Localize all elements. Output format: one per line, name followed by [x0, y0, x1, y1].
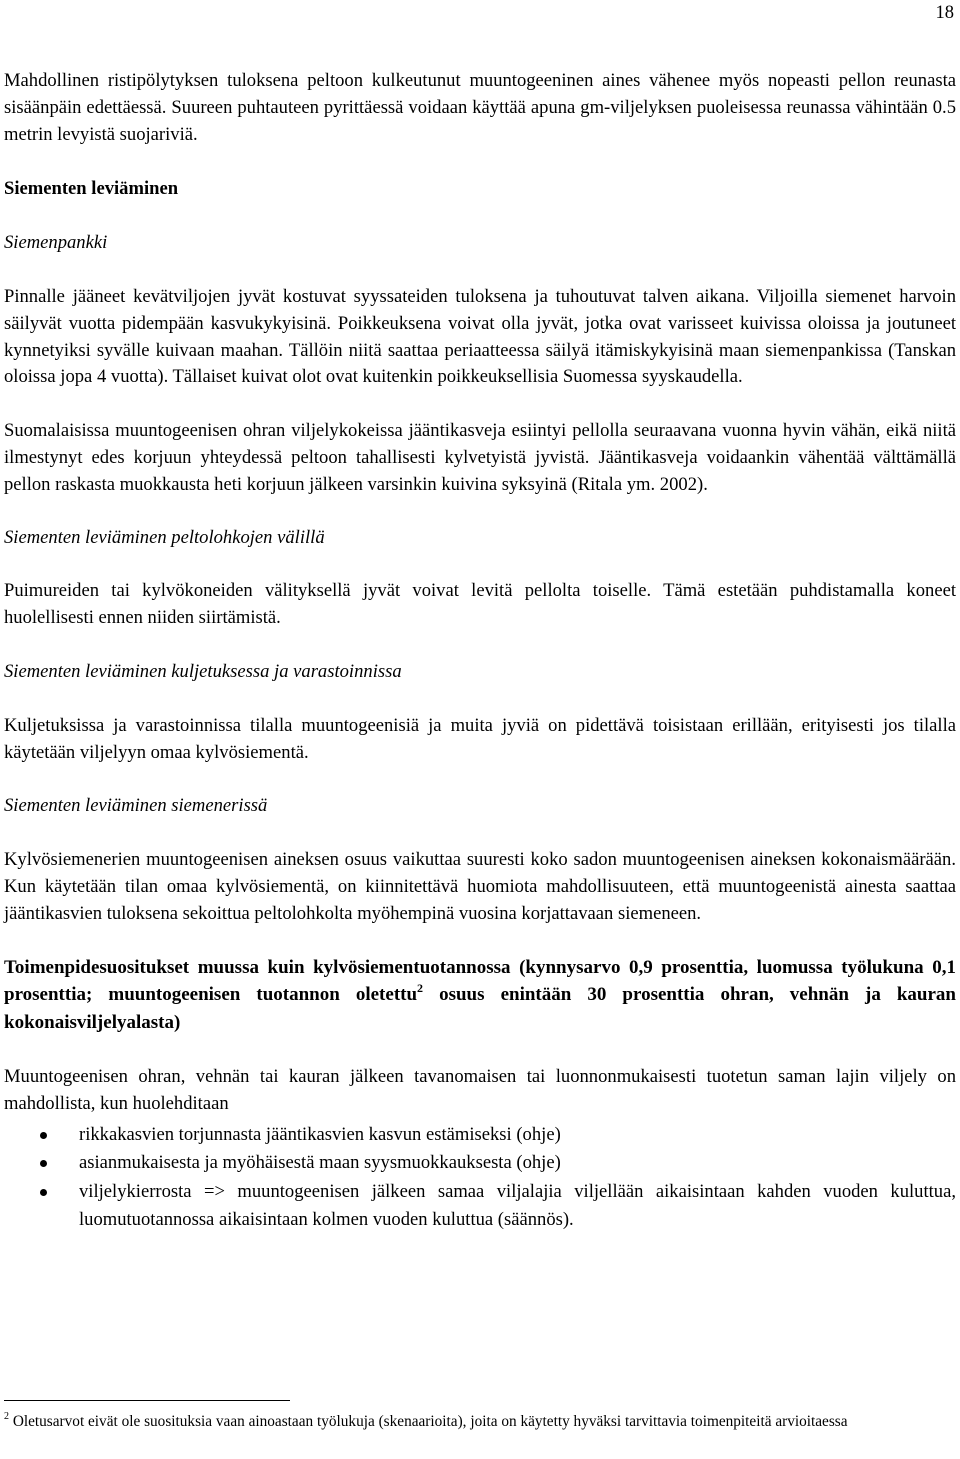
list-item-text: viljelykierrosta => muuntogeenisen jälkeen samaa viljalajia viljellään aikaisintaan kahden vuoden kuluttua, luomutuotannossa aikaisintaan kolmen vuoden kuluttua (säännös). — [79, 1180, 956, 1231]
recommendations-heading — [4, 954, 956, 1037]
bullet-icon — [40, 1160, 47, 1167]
recommendations-paragraph: Muuntogeenisen ohran, vehnän tai kauran jälkeen tavanomaisen tai luonnonmukaisesti tuotetun saman lajin viljely on mahdollista, kun huolehditaan — [4, 1066, 956, 1114]
list-item — [4, 1149, 956, 1178]
footnote-divider — [4, 1400, 290, 1401]
intro-paragraph: Mahdollinen ristipölytyksen tuloksena peltoon kulkeutunut muuntogeeninen aines vähenee myös nopeasti pellon reunasta sisäänpäin edettäessä. Suureen puhtauteen pyrittäessä voidaan käyttää apuna gm-viljelyksen puoleisessa reunassa vähintään 0.5 metrin levyistä suojariviä. — [4, 70, 956, 145]
subheading-between-parcels: Siementen leviäminen peltolohkojen välillä — [4, 526, 325, 548]
subheading-seedbank: Siemenpankki — [4, 232, 108, 254]
section-heading-seed-spread: Siementen leviäminen — [4, 178, 179, 200]
footnote-text: Oletusarvot eivät ole suosituksia vaan ainoastaan työlukuja (skenaarioita), joita on käytetty hyväksi tarvittavia toimenpiteitä arvioitaessa — [9, 1413, 848, 1430]
seedbank-paragraph-1: Pinnalle jääneet kevätviljojen jyvät kostuvat syyssateiden tuloksena ja tuhoutuvat talven aikana. Viljoilla siemenet harvoin säilyvät vuotta pidempään kasvukykyisinä. Poikkeuksena voivat olla jyvät, jotka ovat varisseet kuivissa oloissa ja joutuneet kynnetyiksi syvälle kuivaan maahan. Tällöin niitä saattaa periaatteessa säilyä itämiskykyisinä maan siemenpankissa (Tanskan oloissa jopa 4 vuotta). Tällaiset kuivat olot ovat kuitenkin poikkeuksellisia Suomessa syyskaudella. — [4, 285, 956, 388]
transport-paragraph: Kuljetuksissa ja varastoinnissa tilalla muuntogeenisiä ja muita jyviä on pidettävä toisistaan erillään, erityisesti jos tilalla käytetään viljelyyn omaa kylvösiementä. — [4, 714, 956, 763]
between-parcels-paragraph: Puimureiden tai kylvökoneiden välityksellä jyvät voivat levitä pellolta toiselle. Tämä estetään puhdistamalla koneet huolellisesti ennen niiden siirtämistä. — [4, 580, 956, 629]
seedbank-paragraph-2: Suomalaisissa muuntogeenisen ohran viljelykokeissa jääntikasveja esiintyi pellolla seuraavana vuonna hyvin vähän, eikä niitä ilmestynyt edes korjuun yhteydessä peltoon tahallisesti kylvetyistä jyvistä. Jääntikasveja voidaankin vähentää välttämällä pellon raskasta muokkausta heti korjuun jälkeen varsinkin kuivina syksyinä (Ritala ym. 2002). — [4, 420, 956, 495]
list-item-text: asianmukaisesta ja myöhäisestä maan syysmuokkauksesta (ohje) — [79, 1152, 561, 1174]
list-item — [4, 1178, 956, 1235]
list-item-text: rikkakasvien torjunnasta jääntikasvien kasvun estämiseksi (ohje) — [79, 1123, 561, 1145]
subheading-transport: Siementen leviäminen kuljetuksessa ja varastoinnissa — [4, 660, 402, 682]
recommendations-heading-text-a: Toimenpidesuositukset muussa kuin kylvösiementuotannossa (kynnysarvo 0,9 prosenttia, luomussa työlukuna 0,1 prosenttia; muuntogeenisen tuotannon oletettu — [4, 956, 956, 1006]
bullet-icon — [40, 1189, 47, 1196]
footnote-marker: 2 — [4, 1410, 9, 1422]
recommendations-heading-text-b: osuus enintään 30 prosenttia ohran, vehnän ja kauran kokonaisviljelyalasta) — [4, 984, 957, 1033]
footnote — [4, 1410, 956, 1433]
document-body — [4, 68, 956, 1235]
seedlots-paragraph: Kylvösiemenerien muuntogeenisen aineksen osuus vaikuttaa suuresti koko sadon muuntogeenisen aineksen kokonaismäärään. Kun käytetään tilan omaa kylvösiementä, on kiinnitettävä huomiota mahdollisuuteen, että muuntogeenistä ainesta saattaa jääntikasvien tuloksena sekoittua peltolohkolta myöhempinä vuosina korjattavaan siemeneen. — [4, 849, 956, 924]
subheading-seedlots: Siementen leviäminen siemenerissä — [4, 795, 268, 817]
list-item — [4, 1121, 956, 1150]
page-number: 18 — [935, 3, 954, 23]
bullet-icon — [40, 1132, 47, 1139]
recommendations-list — [4, 1121, 956, 1235]
footnote-reference: 2 — [417, 980, 424, 995]
